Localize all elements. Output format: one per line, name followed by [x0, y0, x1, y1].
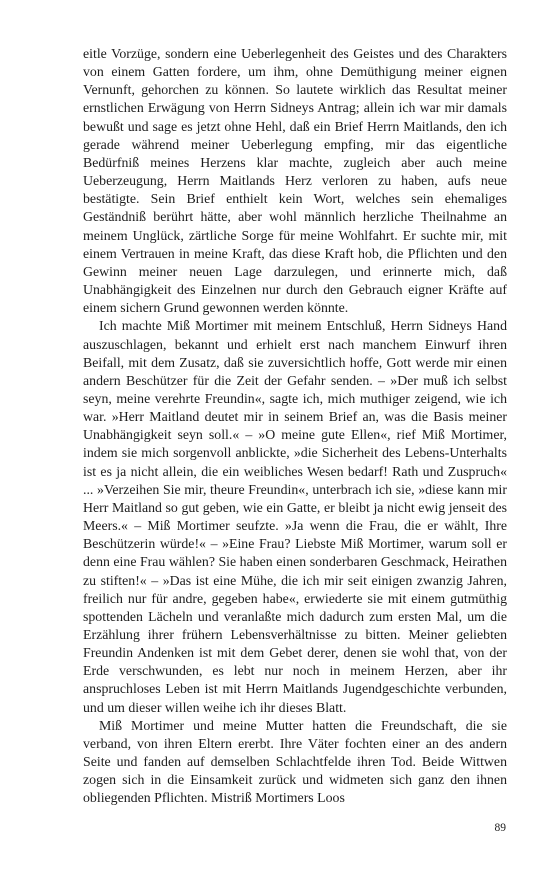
paragraph-1: eitle Vorzüge, sondern eine Ueberlegenheit des Geistes und des Charakters von einem Gatten fordere, um ihm, ohne Demüthigung meiner eignen Vernunft, gehorchen zu können. So lautete wirklich das Resultat meiner ernstlichen Erwägung von Herrn Sidneys Antrag; allein ich war mir damals bewußt und sage es jetzt ohne Hehl, daß ein Brief Herrn Maitlands, den ich gerade während meiner Ueberlegung empfing, mir das eigentliche Bedürfniß meines Herzens klar machte, zugleich aber auch meine Ueberzeugung, Herrn Maitlands Herz verloren zu haben, aufs neue bestätigte. Sein Brief enthielt kein Wort, welches sein ehemaliges Geständniß berührt hätte, aber wohl männlich herzliche Theilnahme an meinem Unglück, zärtliche Sorge für meine Wohlfahrt. Er suchte mir, mit einem Vertrauen in meine Kraft, das diese Kraft hob, die Pflichten und den Gewinn meiner neuen Lage darzulegen, und erinnerte mich, daß Unabhängigkeit des Einzelnen nur durch den Gebrauch eigner Kräfte auf einem sichern Grund gewonnen werden könnte.	[83, 46, 507, 316]
paragraph-2: Ich machte Miß Mortimer mit meinem Entschluß, Herrn Sidneys Hand auszuschlagen, bekannt und erhielt erst nach manchem Einwurf ihren Beifall, mit dem Zusatz, daß sie zuversichtlich hoffe, Gott werde mir einen andern Beschützer für die Zeit der Gefahr senden. – »Der muß ich selbst seyn, meine verehrte Freundin«, sagte ich, mich muthiger zeigend, wie ich war. »Herr Maitland deutet mir in seinem Brief an, was die Basis meiner Unabhängigkeit seyn soll.« – »O meine gute Ellen«, rief Miß Mortimer, indem sie mich sorgenvoll anblickte, »die Sicherheit des Lebens-Unterhalts ist es ja nicht allein, die ein weibliches Wesen bedarf! Rath und Zuspruch« ... »Verzeihen Sie mir, theure Freundin«, unterbrach ich sie, »diese kann mir Herr Maitland so gut geben, wie ein Gatte, er bleibt ja nicht ewig jenseit des Meers.« – Miß Mortimer seufzte. »Ja wenn die Frau, die er wählt, Ihre Beschützerin würde!« – »Eine Frau? Liebste Miß Mortimer, warum soll er denn eine Frau wählen? Sie haben einen sonderbaren Geschmack, Heirathen zu stiften!« – »Das ist eine Mühe, die ich mir seit einigen zwanzig Jahren, freilich nur für andre, gegeben habe«, erwiederte sie mit einem gutmüthig spottenden Lächeln und veranlaßte mich dadurch zum ersten Mal, um die Erzählung ihrer frühern Lebensverhältnisse zu bitten. Meiner geliebten Freundin Andenken ist mit dem Gebet derer, denen sie wohl that, von der Erde verschwunden, es lebt nur noch in meinem Herzen, aber ihr anspruchloses Leben ist mit Herrn Maitlands Jugendgeschichte verbunden, und um dieser willen weihe ich ihr dieses Blatt.	[83, 318, 507, 715]
page-number: 89	[494, 822, 506, 834]
body-text	[83, 45, 507, 808]
paragraph-3: Miß Mortimer und meine Mutter hatten die Freundschaft, die sie verband, von ihren Eltern ererbt. Ihre Väter fochten einer an des andern Seite und fanden auf demselben Schlachtfelde ihren Tod. Beide Wittwen zogen sich in die Einsamkeit zurück und widmeten sich ganz den ihnen obliegenden Pflichten. Mistriß Mortimers Loos	[83, 717, 507, 806]
